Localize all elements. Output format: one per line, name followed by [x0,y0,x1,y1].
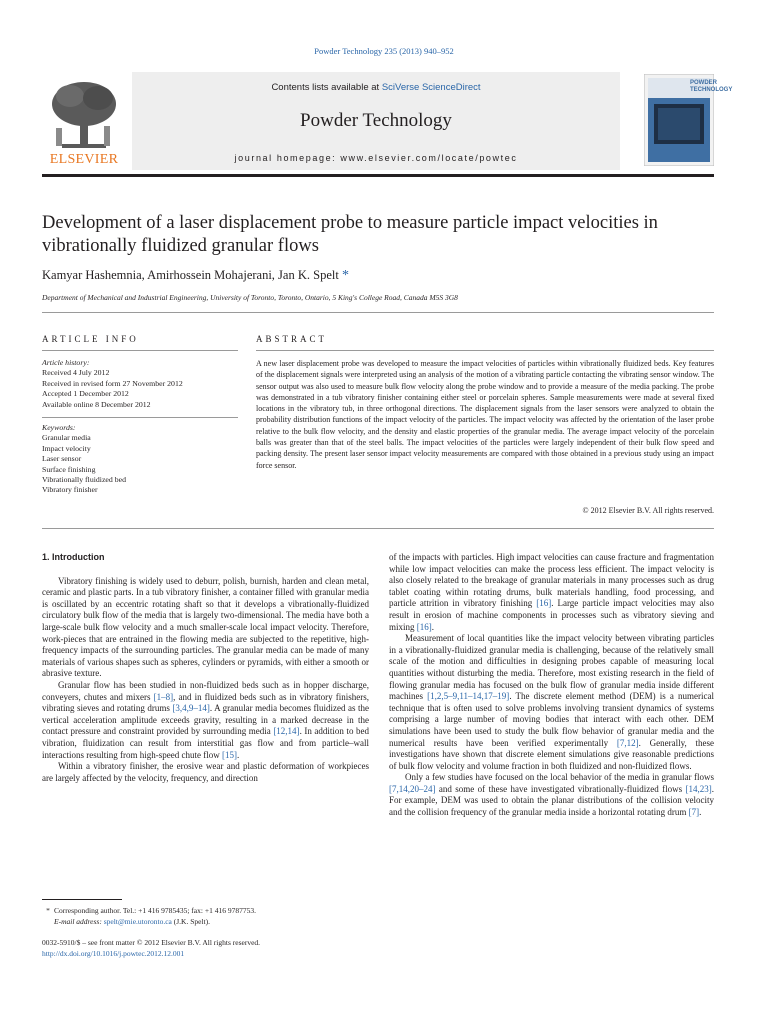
section-heading-introduction: 1. Introduction [42,552,105,562]
footnote-text: Corresponding author. Tel.: +1 416 9785435; fax: +1 416 9787753. [54,906,256,915]
citation-link[interactable]: [14,23] [685,783,712,794]
text-run: . Generally, these investigations have shown that discrete element simulations give reasonable predictions of bulk flow velocity and volume fraction in both fluidized and non-fluidized flows. [389,737,714,771]
text-run: Granular flow has been studied in non-fluidized beds such as in hopper discharge, conveyers, chutes and mixers [42,679,369,702]
masthead-divider [42,174,714,177]
text-run: . The discrete element method (DEM) is a numerical technique that is often used to solve problems involving transient dynamics of systems comprising a large number of moving bodies that interact with each other. DEM simulations have been used to study the bulk flow behavior of granular media and the numerical results have been verified experimentally [389,691,714,748]
text-run: Measurement of local quantities like the impact velocity between vibrating particles in a vibrationally-fluidized granular media is challenging, because of the relatively small scale of the motion and difficulties in designing probes capable of measuring local quantities without disturbing the media. Therefore, most existing research in the field of flowing granular media has focused on the bulk flow of granular media inside different machines [389,633,714,702]
text-run: Only a few studies have focused on the local behavior of the media in granular flows [405,772,714,783]
keyword-item: Vibrationally fluidized bed [42,475,126,485]
text-run: . For example, DEM was used to obtain the planar distributions of the collision velocity and the collision frequency of the granular media inside a horizontal rotating drum [389,783,714,818]
citation-link[interactable]: [3,4,9–14] [172,703,210,714]
article-info-panel [42,358,238,496]
corresponding-author-mark[interactable]: * [341,268,349,283]
issn-line: 0032-5910/$ – see front matter © 2012 Elsevier B.V. All rights reserved. [42,938,261,947]
citation-link[interactable]: [12,14] [273,726,300,737]
corresponding-author-footnote [42,906,369,927]
email-link[interactable]: spelt@mie.utoronto.ca [103,916,172,926]
contents-prefix: Contents lists available at [271,82,382,93]
journal-reference[interactable]: Powder Technology 235 (2013) 940–952 [314,46,454,56]
body-column-left [42,552,369,784]
citation-link[interactable]: [1–8] [153,691,174,702]
footnote-mark: * [46,906,50,915]
history-item: Received 4 July 2012 [42,368,110,378]
author-list [42,268,349,284]
journal-homepage-link[interactable]: journal homepage: www.elsevier.com/locate/powtec [234,153,518,163]
citation-link[interactable]: [16] [536,598,552,609]
article-history-label: Article history: [42,358,90,367]
sciencedirect-link[interactable]: SciVerse ScienceDirect [381,82,481,93]
masthead-banner [132,72,620,170]
journal-title: Powder Technology [300,110,452,131]
history-item: Available online 8 December 2012 [42,399,151,409]
article-info-heading: ARTICLE INFO [42,334,139,344]
article-title: Development of a laser displacement probe to measure particle impact velocities in vibrationally fluidized granular flows [42,213,658,256]
keywords-label: Keywords: [42,423,76,433]
history-item: Accepted 1 December 2012 [42,389,129,399]
text-run: . [699,807,702,818]
divider [42,528,714,529]
divider [256,350,714,351]
doi-link[interactable]: http://dx.doi.org/10.1016/j.powtec.2012.12.001 [42,948,185,958]
citation-link[interactable]: [16] [416,621,432,632]
body-paragraph [389,552,714,633]
text-run: . [431,621,435,632]
text-run: . [236,749,240,760]
author-affiliation: Department of Mechanical and Industrial Engineering, University of Toronto, Toronto, Ontario, 5 King's College Road, Canada M5S 3G8 [42,293,458,302]
body-paragraph [389,772,714,818]
journal-masthead [42,72,733,178]
text-run: . In addition to bed vibration, fluidization can result from interstitial gas flow and from particle–wall interactions resulting from high-speed chute flow [42,726,369,760]
body-paragraph [42,680,369,761]
journal-cover-title: POWDER TECHNOLOGY [690,80,733,93]
body-paragraph [389,633,714,772]
keyword-item: Impact velocity [42,443,91,453]
abstract-text: A new laser displacement probe was developed to measure the impact velocities of particles within vibrationally fluidized beds. Key features of the displacement signals were interpreted using an analysis of the motion of a vibrating particle contacting the vibrating sensor window. The sensor output was also used to measure bulk flow velocity along the probe window and to provide a measure of the media packing. The probe was demonstrated in a tub vibratory finisher containing either steel or porcelain spheres. Sample measurements were made at several fixed locations in the vibratory tub, in three orthogonal directions. The displacement signals from the laser sensors were analyzed to obtain the probability distribution functions of the impact velocity of the particles. The impact velocity was affected by the orientation of the laser probe relative to the bulk flow velocity, and the density and elastic properties of the granular media. The average impact velocity of the porcelain balls was greater than that of the steel balls. The impact velocities of the particles were largely independent of their bulk flow speed and packing density. The present laser sensor impact velocity measurements are compared with those obtained in a previous study using an impact force sensor. [256,359,714,470]
body-paragraph: Within a vibratory finisher, the erosive wear and plastic deformation of workpieces are largely affected by the velocity, frequency, and direction [42,761,369,783]
issn-block [42,938,369,959]
email-suffix: (J.K. Spelt). [171,916,210,926]
keyword-item: Granular media [42,433,91,443]
citation-link[interactable]: [7] [688,807,700,818]
footnote-email-line [42,917,369,928]
keywords-block [42,417,238,496]
text-run: . Large particle impact velocities may also result in erosion of machine components in processes such as vibratory sieving and mixing [389,598,715,632]
citation-link[interactable]: [1,2,5–9,11–14,17–19] [427,691,510,702]
citation-link[interactable]: [15] [221,749,237,760]
citation-link[interactable]: [7,12] [616,737,639,748]
contents-availability-line [132,82,620,93]
divider [42,350,238,351]
email-label: E-mail address: [54,916,104,926]
text-run: of the impacts with particles. High impact velocities can cause fracture and fragmentation while low impact velocities can make the process less efficient. The impact velocity is also closely related to the breakage of granular materials in many processes such as drug tablet coating within rotating drums, bulk materials handling, food processing, and particle attrition in vibratory finishing [389,552,714,609]
history-item: Received in revised form 27 November 2012 [42,378,183,388]
text-run: . A granular media becomes fluidized as the vertical acceleration amplitude exceeds gravity, resulting in a marked decrease in the contact pressure and constraint provided by surrounding media [42,703,369,737]
divider [42,312,714,313]
citation-link[interactable]: [7,14,20–24] [389,783,436,794]
abstract-heading: ABSTRACT [256,334,328,344]
body-paragraph: Vibratory finishing is widely used to deburr, polish, burnish, harden and clean metal, ceramic and plastic parts. In a tub vibratory finisher, a container filled with granular media is oscillated by an eccentric rotating shaft so that it develops a vibrationally-fluidized circulatory bulk flow of the media that is largely two-dimensional. The media have both a large-scale bulk flow velocity and a much smaller-scale local impact velocity. Therefore, work-pieces that are entrained in the flowing media are subjected to the repetitive, high-frequency impacts of the surrounding particles. The granular media can be made of many materials of various shapes such as spheres, cylinders or pyramids, with either a smooth or abrasive texture. [42,575,369,679]
text-run: and some of these have investigated vibrationally-fluidized flows [435,783,686,794]
keyword-item: Vibratory finisher [42,485,98,495]
copyright-notice: © 2012 Elsevier B.V. All rights reserved. [582,506,714,515]
footnote-contact [42,906,369,917]
keyword-item: Surface finishing [42,464,96,474]
text-run: , and in fluidized beds such as in vibratory finishers, vibrating sieves and rotating drums [42,691,369,714]
author-names: Kamyar Hashemnia, Amirhossein Mohajerani, Jan K. Spelt [42,268,339,282]
keyword-item: Laser sensor [42,454,82,464]
publisher-wordmark: ELSEVIER [49,152,119,167]
body-column-right [389,552,714,819]
footnote-divider [42,899,122,900]
